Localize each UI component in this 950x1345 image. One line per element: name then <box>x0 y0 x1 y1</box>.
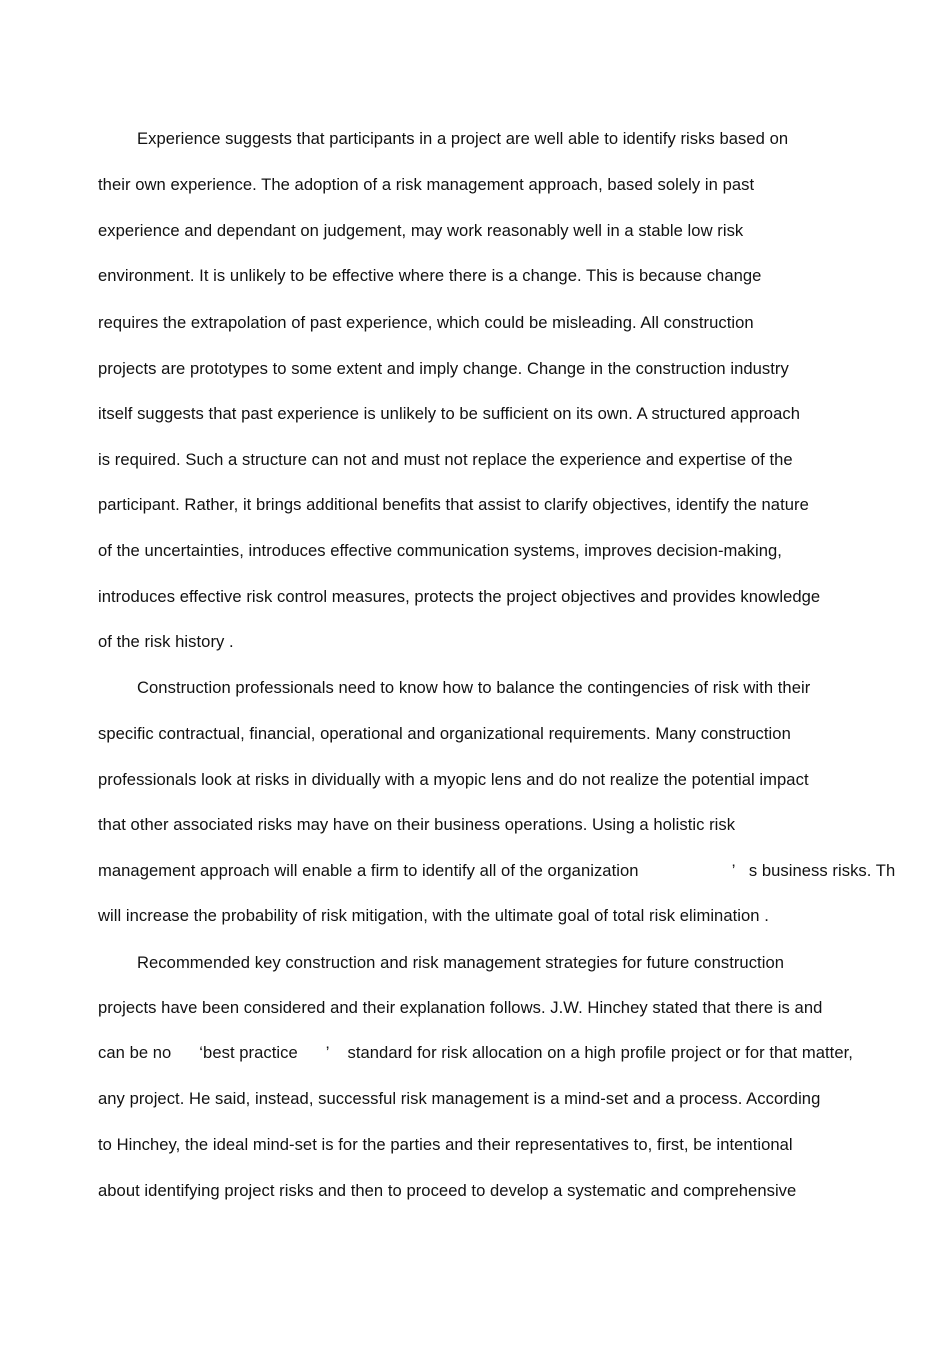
paragraph-2-line-5: management approach will enable a firm to identify all of the organization ’ s business risks. Th <box>98 861 896 880</box>
paragraph-1-line-1: Experience suggests that participants in a project are well able to identify risks based on <box>137 129 789 148</box>
paragraph-3-line-5: to Hinchey, the ideal mind-set is for the parties and their representatives to, first, be intentional <box>98 1135 793 1154</box>
paragraph-2-line-1: Construction professionals need to know how to balance the contingencies of risk with their <box>137 678 811 697</box>
paragraph-2-line-6: will increase the probability of risk mitigation, with the ultimate goal of total risk elimination . <box>98 906 769 925</box>
paragraph-1-line-10: of the uncertainties, introduces effective communication systems, improves decision-making, <box>98 541 782 560</box>
paragraph-1-line-4: environment. It is unlikely to be effective where there is a change. This is because change <box>98 266 762 285</box>
paragraph-1-line-8: is required. Such a structure can not and must not replace the experience and expertise of the <box>98 450 793 469</box>
paragraph-1-line-12: of the risk history . <box>98 632 234 651</box>
paragraph-3-line-6: about identifying project risks and then to proceed to develop a systematic and comprehensive <box>98 1181 797 1200</box>
paragraph-2-line-2: specific contractual, financial, operational and organizational requirements. Many construction <box>98 724 791 743</box>
paragraph-1-line-5: requires the extrapolation of past experience, which could be misleading. All construction <box>98 313 754 332</box>
paragraph-1-line-3: experience and dependant on judgement, may work reasonably well in a stable low risk <box>98 221 744 240</box>
paragraph-1-line-6: projects are prototypes to some extent and imply change. Change in the construction industry <box>98 359 789 378</box>
paragraph-3-line-3: can be no ‘best practice ’ standard for risk allocation on a high profile project or for that matter, <box>98 1043 853 1062</box>
paragraph-3-line-1: Recommended key construction and risk management strategies for future construction <box>137 953 785 972</box>
paragraph-2-line-3: professionals look at risks in dividually with a myopic lens and do not realize the potential impact <box>98 770 809 789</box>
paragraph-1-line-2: their own experience. The adoption of a risk management approach, based solely in past <box>98 175 755 194</box>
paragraph-1-line-11: introduces effective risk control measures, protects the project objectives and provides knowledge <box>98 587 821 606</box>
paragraph-3-line-4: any project. He said, instead, successful risk management is a mind-set and a process. According <box>98 1089 821 1108</box>
paragraph-2-line-4: that other associated risks may have on their business operations. Using a holistic risk <box>98 815 736 834</box>
paragraph-1-line-9: participant. Rather, it brings additional benefits that assist to clarify objectives, identify the nature <box>98 495 809 514</box>
paragraph-1-line-7: itself suggests that past experience is unlikely to be sufficient on its own. A structured approach <box>98 404 800 423</box>
paragraph-3-line-2: projects have been considered and their explanation follows. J.W. Hinchey stated that there is and <box>98 998 823 1017</box>
